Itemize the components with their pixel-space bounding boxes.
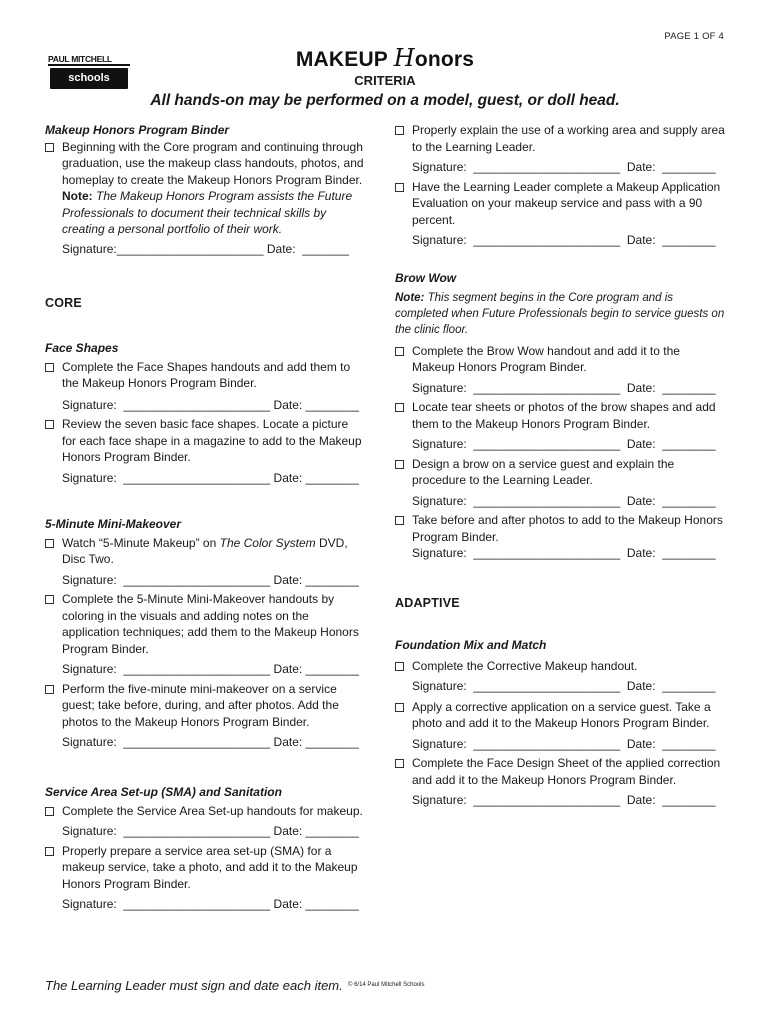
signature-line[interactable]: Signature: ______________________ Date: ________ <box>62 397 359 412</box>
mini-makeover-item-1-text-b: DVD, Disc Two. <box>62 535 348 566</box>
checkbox[interactable] <box>45 420 54 429</box>
signature-line[interactable]: Signature: ______________________ Date: ________ <box>412 679 716 693</box>
face-shapes-item-2 <box>45 416 365 466</box>
checkbox[interactable] <box>395 662 404 671</box>
sma-item-1 <box>45 803 365 820</box>
brow-item-4 <box>395 512 725 545</box>
checkbox[interactable] <box>395 703 404 712</box>
footer-note: The Learning Leader must sign and date each item. <box>45 978 343 993</box>
face-shapes-item-2-text: Review the seven basic face shapes. Locate a picture for each face shape in a magazine to add to the Makeup Honors Program Binder. <box>62 417 362 464</box>
title-makeup: MAKEUP <box>295 48 388 71</box>
binder-note-text: The Makeup Honors Program assists the Future Professionals to document their technical skills by creating a personal portfolio of their work. <box>62 189 353 236</box>
signature-line[interactable]: Signature: ______________________ Date: ________ <box>412 793 716 807</box>
foundation-item-2 <box>395 699 725 732</box>
mini-makeover-heading: 5-Minute Mini-Makeover <box>45 517 182 531</box>
brow-item-1-text: Complete the Brow Wow handout and add it to the Makeup Honors Program Binder. <box>412 343 680 374</box>
sma-item-3-text: Properly explain the use of a working area and supply area to the Learning Leader. <box>412 123 725 154</box>
checkbox[interactable] <box>45 595 54 604</box>
brow-wow-note <box>395 290 725 338</box>
mini-makeover-section <box>45 516 365 751</box>
sma-item-1-text: Complete the Service Area Set-up handouts for makeup. <box>62 803 363 818</box>
logo-bottom-text: schools <box>50 68 128 89</box>
dvd-title: The Color System <box>219 535 316 550</box>
checkbox[interactable] <box>395 183 404 192</box>
foundation-item-2-text: Apply a corrective application on a service guest. Take a photo and add it to the Makeup Honors Program Binder. <box>412 699 711 730</box>
title-onors: onors <box>414 48 475 71</box>
brow-item-3-text: Design a brow on a service guest and explain the procedure to the Learning Leader. <box>412 456 675 487</box>
signature-line[interactable]: Signature:______________________ Date: _______ <box>62 241 349 256</box>
checkbox[interactable] <box>45 363 54 372</box>
foundation-item-1 <box>395 658 725 675</box>
face-shapes-section <box>45 340 365 486</box>
sma-heading: Service Area Set-up (SMA) and Sanitation <box>45 785 282 799</box>
sma-item-3 <box>395 122 725 155</box>
sma-item-2-text: Properly prepare a service area set-up (SMA) for a makeup service, take a photo, and add it to the Makeup Honors Program Binder. <box>62 843 358 891</box>
core-label: CORE <box>45 296 82 310</box>
signature-line[interactable]: Signature: ______________________ Date: ________ <box>412 160 716 174</box>
binder-text: Beginning with the Core program and continuing through graduation, use the makeup class handouts, photos, and homeplay to create the Makeup Honors Program Binder. <box>62 139 364 187</box>
brow-note-text: This segment begins in the Core program and is completed when Future Professionals begin to service guests on the clinic floor. <box>395 291 725 336</box>
brow-item-2-text: Locate tear sheets or photos of the brow shapes and add them to the Makeup Honors Program Binder. <box>412 400 716 431</box>
checkbox[interactable] <box>395 403 404 412</box>
core-section <box>45 295 365 312</box>
checkbox[interactable] <box>395 516 404 525</box>
adaptive-section <box>395 595 725 612</box>
brow-item-3 <box>395 456 725 489</box>
signature-line[interactable]: Signature: ______________________ Date: ________ <box>412 736 716 751</box>
checkbox[interactable] <box>395 460 404 469</box>
signature-line[interactable]: Signature: ______________________ Date: ________ <box>412 437 716 451</box>
brow-item-4-text: Take before and after photos to add to the Makeup Honors Program Binder. <box>412 513 723 544</box>
signature-line[interactable]: Signature: ______________________ Date: ________ <box>412 233 716 247</box>
checkbox[interactable] <box>45 539 54 548</box>
signature-line[interactable]: Signature: ______________________ Date: ________ <box>62 824 359 838</box>
checkbox[interactable] <box>45 847 54 856</box>
logo-top-text: PAUL MITCHELL <box>48 54 130 66</box>
foundation-item-1-text: Complete the Corrective Makeup handout. <box>412 658 638 673</box>
face-shapes-item-1 <box>45 359 365 392</box>
sma-item-4-text: Have the Learning Leader complete a Makeup Application Evaluation on your makeup service and pass with a 90 percent. <box>412 179 721 227</box>
signature-line[interactable]: Signature: ______________________ Date: ________ <box>412 380 716 395</box>
signature-line[interactable]: Signature: ______________________ Date: ________ <box>62 572 359 587</box>
face-shapes-heading: Face Shapes <box>45 341 119 355</box>
right-column-top <box>395 122 725 249</box>
foundation-heading: Foundation Mix and Match <box>395 638 547 652</box>
sma-item-4 <box>395 179 725 229</box>
checkbox[interactable] <box>45 807 54 816</box>
foundation-item-3 <box>395 755 725 788</box>
brow-wow-heading: Brow Wow <box>395 271 457 285</box>
binder-heading: Makeup Honors Program Binder <box>45 123 230 137</box>
foundation-item-3-text: Complete the Face Design Sheet of the applied correction and add it to the Makeup Honors Program Binder. <box>412 756 721 787</box>
signature-line[interactable]: Signature: ______________________ Date: ________ <box>62 735 359 749</box>
checkbox[interactable] <box>45 685 54 694</box>
mini-makeover-item-3-text: Perform the five-minute mini-makeover on a service guest; take before, during, and after photos. Add the photos to the Makeup Honors Program Binder. <box>62 681 339 729</box>
signature-line[interactable]: Signature: ______________________ Date: ________ <box>62 470 359 485</box>
brow-item-2 <box>395 399 725 432</box>
mini-makeover-item-2 <box>45 591 365 657</box>
sma-section <box>45 784 365 913</box>
title-script-h: H <box>393 44 415 72</box>
mini-makeover-item-3 <box>45 681 365 731</box>
left-column <box>45 122 365 257</box>
checkbox[interactable] <box>395 126 404 135</box>
mini-makeover-item-1 <box>45 535 365 568</box>
page-title <box>0 44 770 72</box>
signature-line[interactable]: Signature: ______________________ Date: ________ <box>412 546 716 560</box>
foundation-section <box>395 637 725 809</box>
mini-makeover-item-1-text-a: Watch “5-Minute Makeup” on <box>62 535 220 550</box>
binder-note-label: Note: <box>62 189 93 203</box>
page-number: PAGE 1 OF 4 <box>664 31 724 42</box>
signature-line[interactable]: Signature: ______________________ Date: ________ <box>62 662 359 676</box>
copyright: © 6/14 Paul Mitchell Schools <box>348 982 425 988</box>
sma-item-2 <box>45 843 365 893</box>
mini-makeover-item-2-text: Complete the 5-Minute Mini-Makeover handouts by coloring in the visuals and adding notes on the application techniques; add them to the Makeup Honors Program Binder. <box>62 592 359 656</box>
brow-wow-section <box>395 270 725 562</box>
checkbox[interactable] <box>45 143 54 152</box>
adaptive-label: ADAPTIVE <box>395 596 460 610</box>
signature-line[interactable]: Signature: ______________________ Date: ________ <box>62 897 359 911</box>
face-shapes-item-1-text: Complete the Face Shapes handouts and add them to the Makeup Honors Program Binder. <box>62 359 351 390</box>
signature-line[interactable]: Signature: ______________________ Date: ________ <box>412 493 716 508</box>
brow-item-1 <box>395 343 725 376</box>
binder-item <box>45 139 365 238</box>
checkbox[interactable] <box>395 759 404 768</box>
page-tagline: All hands-on may be performed on a model, guest, or doll head. <box>150 92 620 109</box>
checkbox[interactable] <box>395 347 404 356</box>
page-subtitle: CRITERIA <box>354 73 416 88</box>
brow-note-label: Note: <box>395 291 425 304</box>
